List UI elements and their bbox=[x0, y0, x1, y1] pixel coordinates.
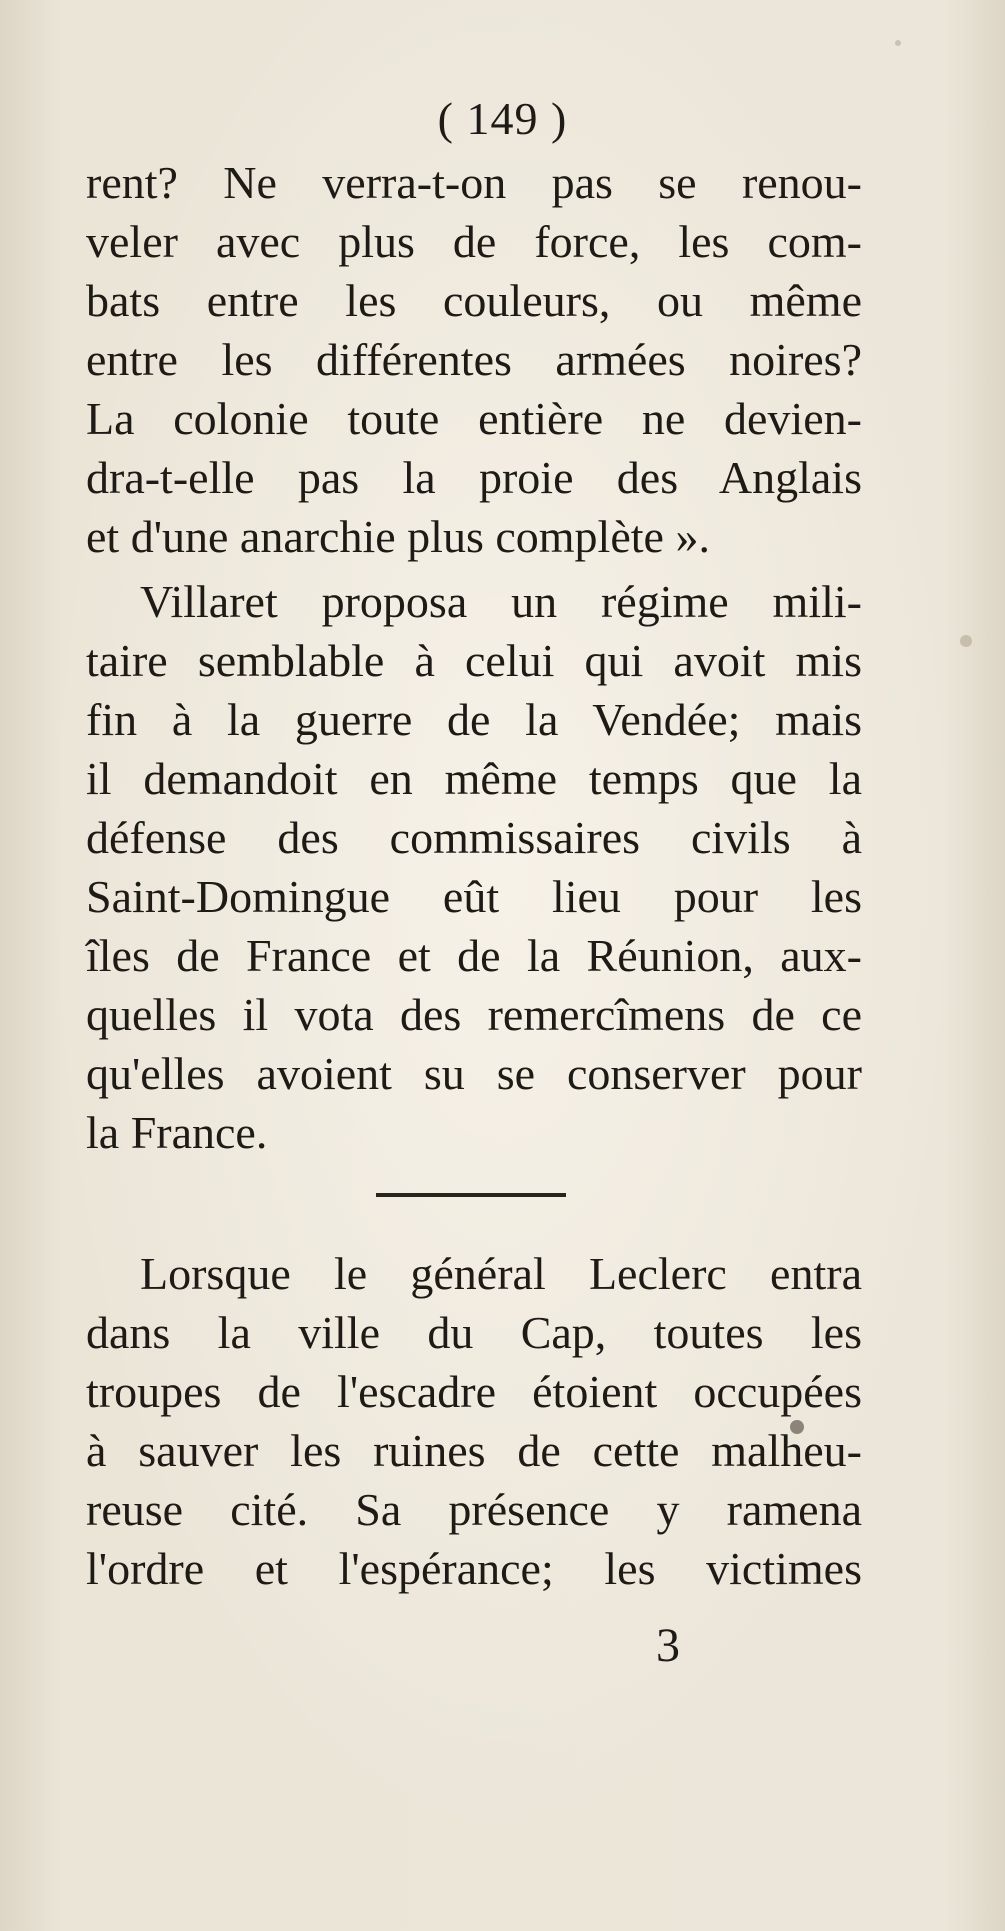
text-line: Villaret proposa un régime mili- bbox=[140, 576, 862, 627]
text-line: dans la ville du Cap, toutes les bbox=[86, 1307, 862, 1358]
paper-stain bbox=[960, 635, 972, 647]
text-line: entre les différentes armées noires? bbox=[86, 334, 862, 385]
text-line: fin à la guerre de la Vendée; mais bbox=[86, 694, 862, 745]
text-line: reuse cité. Sa présence y ramena bbox=[86, 1484, 862, 1535]
text-line: rent? Ne verra-t-on pas se renou- bbox=[86, 157, 862, 208]
signature-mark: 3 bbox=[656, 1619, 680, 1672]
text-line: et d'une anarchie plus complète ». bbox=[86, 511, 710, 562]
text-line: dra-t-elle pas la proie des Anglais bbox=[86, 452, 862, 503]
text-line: à sauver les ruines de cette malheu- bbox=[86, 1425, 862, 1476]
text-line: taire semblable à celui qui avoit mis bbox=[86, 635, 862, 686]
paragraph-2 bbox=[86, 572, 862, 1162]
text-line: qu'elles avoient su se conserver pour bbox=[86, 1048, 862, 1099]
paper-stain bbox=[895, 40, 901, 46]
text-line: l'ordre et l'espérance; les victimes bbox=[86, 1543, 862, 1594]
text-line: bats entre les couleurs, ou même bbox=[86, 275, 862, 326]
paragraph-3 bbox=[86, 1244, 862, 1598]
text-line: veler avec plus de force, les com- bbox=[86, 216, 862, 267]
text-line: îles de France et de la Réunion, aux- bbox=[86, 930, 862, 981]
text-line: Saint-Domingue eût lieu pour les bbox=[86, 871, 862, 922]
text-line: Lorsque le général Leclerc entra bbox=[140, 1248, 862, 1299]
text-line: défense des commissaires civils à bbox=[86, 812, 862, 863]
text-line: troupes de l'escadre étoient occupées bbox=[86, 1366, 862, 1417]
page-number-header: ( 149 ) bbox=[437, 93, 568, 144]
section-divider bbox=[376, 1193, 566, 1197]
text-line: quelles il vota des remercîmens de ce bbox=[86, 989, 862, 1040]
text-line: il demandoit en même temps que la bbox=[86, 753, 862, 804]
text-line: la France. bbox=[86, 1107, 268, 1158]
paragraph-1 bbox=[86, 153, 862, 566]
text-line: La colonie toute entière ne devien- bbox=[86, 393, 862, 444]
